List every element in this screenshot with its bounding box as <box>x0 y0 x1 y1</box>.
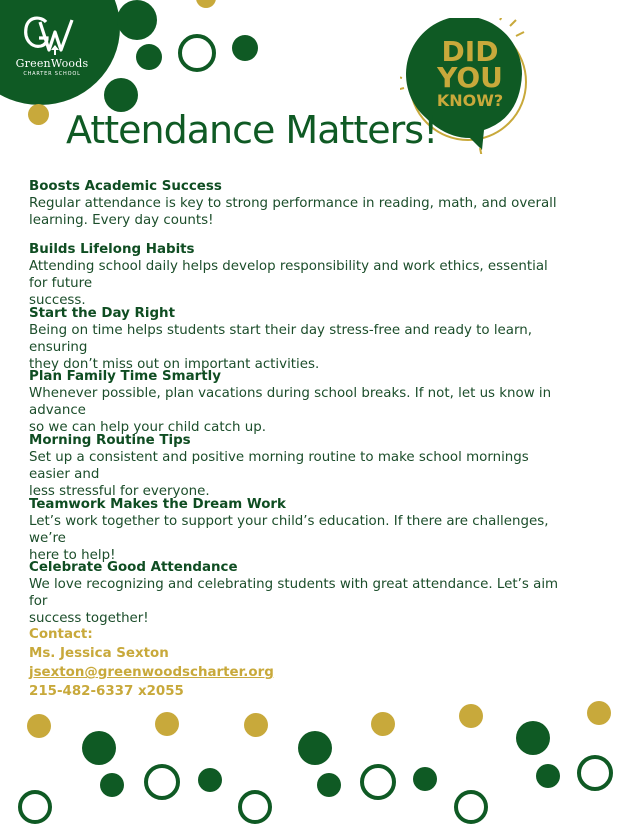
contact-name: Ms. Jessica Sexton <box>29 646 169 661</box>
decor-dot <box>104 78 138 112</box>
callout-did: DID <box>441 35 499 68</box>
section-text: Let’s work together to support your child’s education. If there are challenges, we’re <box>29 514 549 546</box>
decor-ring <box>360 764 396 800</box>
decor-dot <box>117 0 157 40</box>
decor-dot <box>516 721 550 755</box>
decor-ring <box>454 790 488 824</box>
callout-know: KNOW? <box>436 91 504 110</box>
decor-dot <box>244 713 268 737</box>
decor-dot <box>155 712 179 736</box>
section-family-time <box>29 368 564 436</box>
logo-mark <box>22 14 77 56</box>
section-celebrate <box>29 559 564 627</box>
gw-monogram-icon <box>22 14 78 56</box>
logo-name: GreenWoods <box>15 57 89 70</box>
decor-ring <box>238 790 272 824</box>
decor-dot <box>27 714 51 738</box>
section-text: so we can help your child catch up. <box>29 420 266 435</box>
callout-you: YOU <box>437 61 503 94</box>
contact-email-link[interactable]: jsexton@greenwoodscharter.org <box>29 665 274 680</box>
section-text: Attending school daily helps develop responsibility and work ethics, essential for future <box>29 259 548 291</box>
decor-dot <box>82 731 116 765</box>
decor-dot <box>587 701 611 725</box>
logo-subtitle: CHARTER SCHOOL <box>23 71 81 77</box>
decor-dot <box>196 0 216 8</box>
section-text: success. <box>29 293 86 308</box>
section-heading: Start the Day Right <box>29 306 175 321</box>
page-title: Attendance Matters! <box>66 108 438 152</box>
section-morning-routine <box>29 432 564 500</box>
section-text: Being on time helps students start their day stress-free and ready to learn, ensuring <box>29 323 533 355</box>
decor-ring <box>178 34 216 72</box>
section-academic <box>29 178 564 229</box>
section-heading: Builds Lifelong Habits <box>29 242 195 257</box>
contact-label: Contact: <box>29 627 93 642</box>
section-text: they don’t miss out on important activities. <box>29 357 320 372</box>
section-heading: Plan Family Time Smartly <box>29 369 221 384</box>
section-text: Whenever possible, plan vacations during school breaks. If not, let us know in advance <box>29 386 552 418</box>
decor-ring <box>144 764 180 800</box>
decor-dot <box>536 764 560 788</box>
section-heading: Boosts Academic Success <box>29 179 222 194</box>
decor-dot <box>232 35 258 61</box>
decor-dot <box>317 773 341 797</box>
section-text: success together! <box>29 611 149 626</box>
section-text: less stressful for everyone. <box>29 484 210 499</box>
section-teamwork <box>29 496 564 564</box>
section-heading: Morning Routine Tips <box>29 433 191 448</box>
decor-dot <box>413 767 437 791</box>
section-text: Set up a consistent and positive morning routine to make school mornings easier and <box>29 450 529 482</box>
decor-dot <box>371 712 395 736</box>
decor-dot <box>459 704 483 728</box>
section-heading: Celebrate Good Attendance <box>29 560 238 575</box>
decor-ring <box>18 790 52 824</box>
section-text: here to help! <box>29 548 116 563</box>
section-start-day <box>29 305 564 373</box>
section-heading: Teamwork Makes the Dream Work <box>29 497 286 512</box>
decor-dot <box>198 768 222 792</box>
decor-dot <box>100 773 124 797</box>
contact-phone: 215-482-6337 x2055 <box>29 684 184 699</box>
decor-dot <box>28 104 49 125</box>
decor-ring <box>577 755 613 791</box>
section-text: Regular attendance is key to strong performance in reading, math, and overall <box>29 196 557 211</box>
decor-dot <box>136 44 162 70</box>
section-text: learning. Every day counts! <box>29 213 214 228</box>
decor-dot <box>298 731 332 765</box>
section-text: We love recognizing and celebrating students with great attendance. Let’s aim for <box>29 577 559 609</box>
section-habits <box>29 241 564 309</box>
